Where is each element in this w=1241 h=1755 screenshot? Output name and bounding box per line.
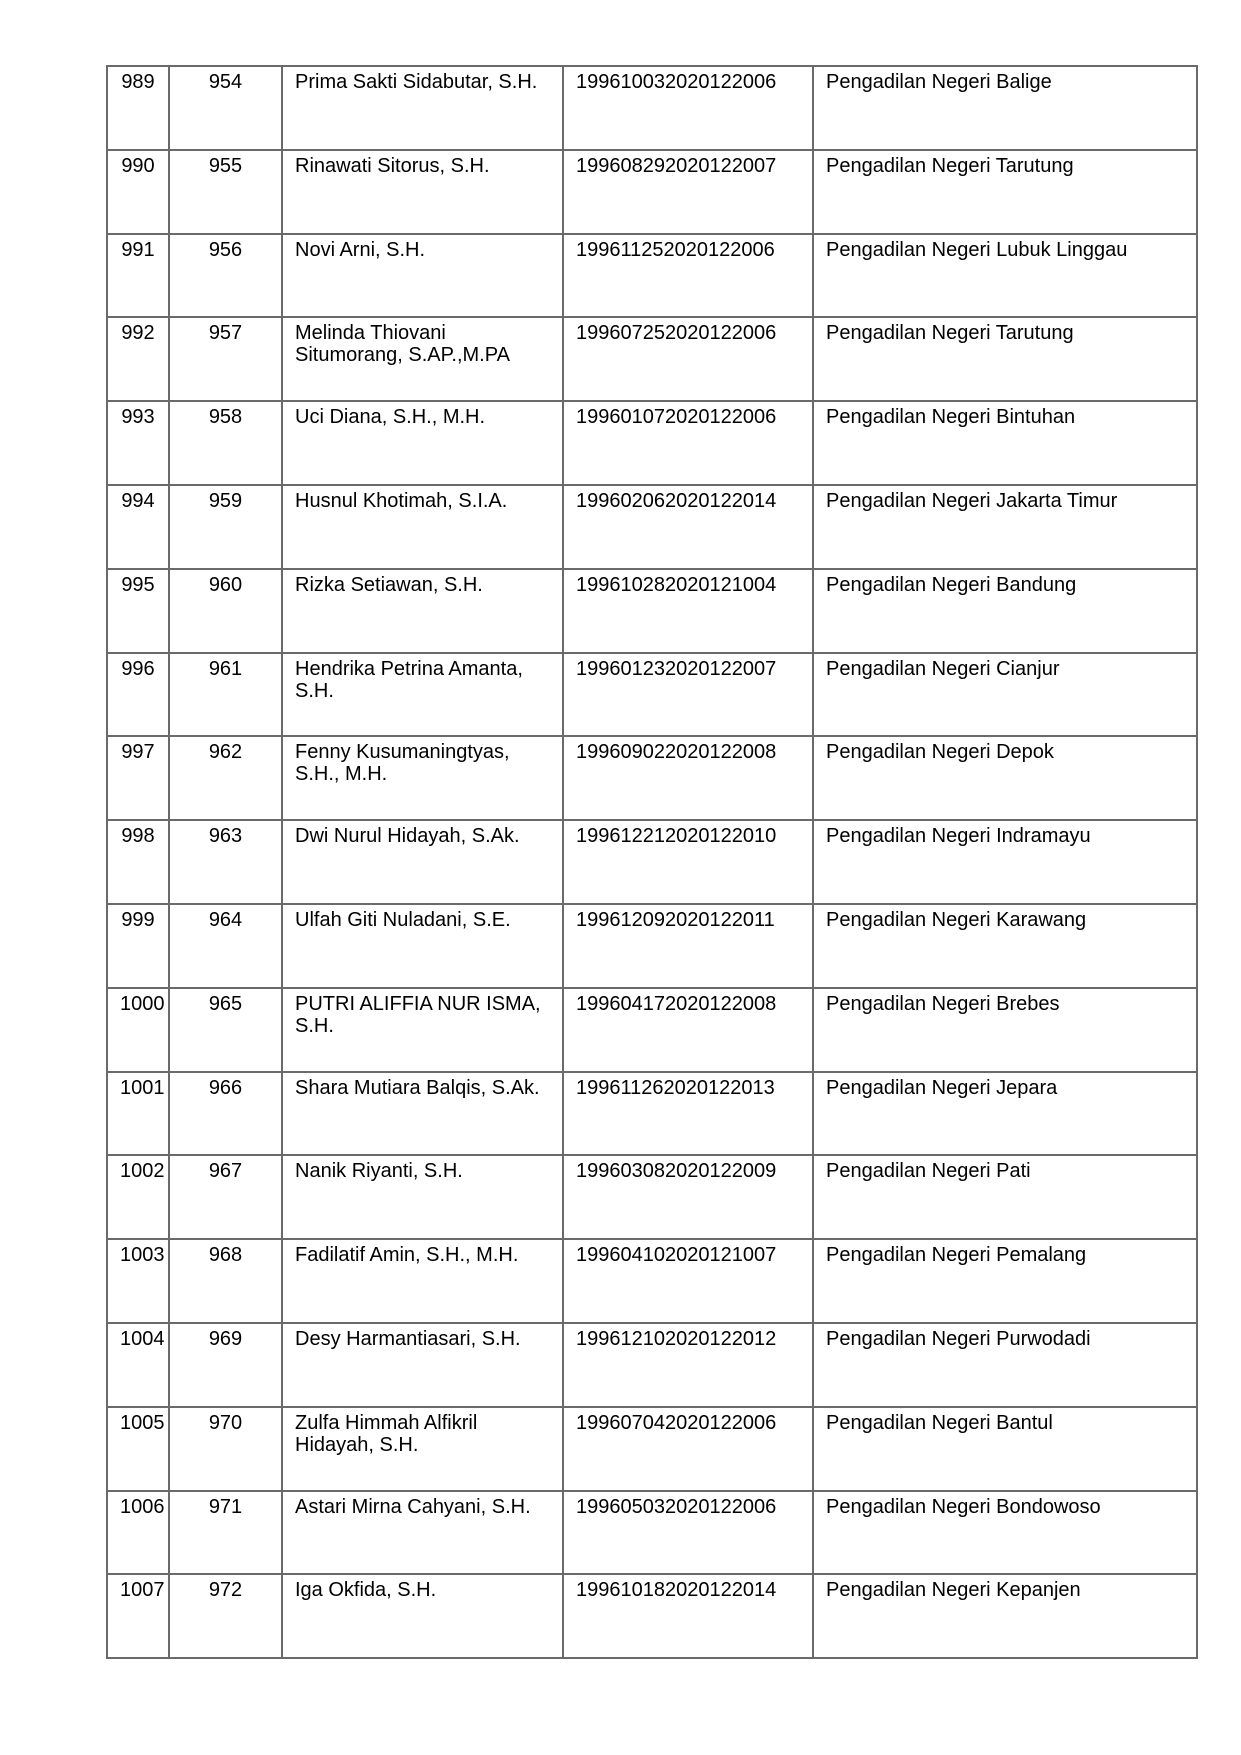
nip-cell: 199601072020122006: [563, 401, 813, 485]
table-row: [107, 1239, 1197, 1323]
nip-cell: 199612102020122012: [563, 1323, 813, 1407]
name-cell: Ulfah Giti Nuladani, S.E.: [282, 904, 563, 988]
nip-cell: 199605032020122006: [563, 1491, 813, 1575]
name-cell: Desy Harmantiasari, S.H.: [282, 1323, 563, 1407]
nip-cell: 199611262020122013: [563, 1072, 813, 1156]
court-unit-cell: Pengadilan Negeri Pemalang: [813, 1239, 1197, 1323]
sub-number-cell: 968: [169, 1239, 282, 1323]
name-cell: Dwi Nurul Hidayah, S.Ak.: [282, 820, 563, 904]
court-unit-cell: Pengadilan Negeri Pati: [813, 1155, 1197, 1239]
court-unit-cell: Pengadilan Negeri Tarutung: [813, 317, 1197, 401]
row-number-cell: 1004: [107, 1323, 169, 1407]
court-unit-cell: Pengadilan Negeri Depok: [813, 736, 1197, 820]
name-cell: Shara Mutiara Balqis, S.Ak.: [282, 1072, 563, 1156]
table-row: [107, 820, 1197, 904]
court-unit-cell: Pengadilan Negeri Indramayu: [813, 820, 1197, 904]
row-number-cell: 1006: [107, 1491, 169, 1575]
row-number-cell: 995: [107, 569, 169, 653]
court-unit-cell: Pengadilan Negeri Balige: [813, 66, 1197, 150]
row-number-cell: 1001: [107, 1072, 169, 1156]
row-number-cell: 990: [107, 150, 169, 234]
name-cell: Fenny Kusumaningtyas, S.H., M.H.: [282, 736, 563, 820]
sub-number-cell: 958: [169, 401, 282, 485]
table-row: [107, 653, 1197, 737]
court-unit-cell: Pengadilan Negeri Bintuhan: [813, 401, 1197, 485]
name-cell: Fadilatif Amin, S.H., M.H.: [282, 1239, 563, 1323]
court-unit-cell: Pengadilan Negeri Cianjur: [813, 653, 1197, 737]
sub-number-cell: 956: [169, 234, 282, 318]
table-row: [107, 904, 1197, 988]
row-number-cell: 1000: [107, 988, 169, 1072]
name-cell: Hendrika Petrina Amanta, S.H.: [282, 653, 563, 737]
row-number-cell: 992: [107, 317, 169, 401]
nip-cell: 199612092020122011: [563, 904, 813, 988]
name-cell: Nanik Riyanti, S.H.: [282, 1155, 563, 1239]
nip-cell: 199602062020122014: [563, 485, 813, 569]
sub-number-cell: 971: [169, 1491, 282, 1575]
name-cell: Uci Diana, S.H., M.H.: [282, 401, 563, 485]
table-row: [107, 736, 1197, 820]
table-row: [107, 569, 1197, 653]
sub-number-cell: 967: [169, 1155, 282, 1239]
table-row: [107, 1491, 1197, 1575]
sub-number-cell: 969: [169, 1323, 282, 1407]
name-cell: Zulfa Himmah Alfikril Hidayah, S.H.: [282, 1407, 563, 1491]
row-number-cell: 998: [107, 820, 169, 904]
row-number-cell: 991: [107, 234, 169, 318]
sub-number-cell: 966: [169, 1072, 282, 1156]
roster-table-body: [107, 66, 1197, 1658]
name-cell: Rizka Setiawan, S.H.: [282, 569, 563, 653]
row-number-cell: 994: [107, 485, 169, 569]
nip-cell: 199609022020122008: [563, 736, 813, 820]
court-unit-cell: Pengadilan Negeri Lubuk Linggau: [813, 234, 1197, 318]
sub-number-cell: 954: [169, 66, 282, 150]
table-row: [107, 485, 1197, 569]
nip-cell: 199604102020121007: [563, 1239, 813, 1323]
name-cell: PUTRI ALIFFIA NUR ISMA, S.H.: [282, 988, 563, 1072]
row-number-cell: 989: [107, 66, 169, 150]
court-unit-cell: Pengadilan Negeri Purwodadi: [813, 1323, 1197, 1407]
name-cell: Iga Okfida, S.H.: [282, 1574, 563, 1658]
nip-cell: 199612212020122010: [563, 820, 813, 904]
table-row: [107, 401, 1197, 485]
nip-cell: 199610032020122006: [563, 66, 813, 150]
court-unit-cell: Pengadilan Negeri Jepara: [813, 1072, 1197, 1156]
court-unit-cell: Pengadilan Negeri Brebes: [813, 988, 1197, 1072]
row-number-cell: 997: [107, 736, 169, 820]
nip-cell: 199608292020122007: [563, 150, 813, 234]
table-row: [107, 66, 1197, 150]
name-cell: Melinda Thiovani Situmorang, S.AP.,M.PA: [282, 317, 563, 401]
sub-number-cell: 962: [169, 736, 282, 820]
name-cell: Novi Arni, S.H.: [282, 234, 563, 318]
nip-cell: 199604172020122008: [563, 988, 813, 1072]
name-cell: Rinawati Sitorus, S.H.: [282, 150, 563, 234]
table-row: [107, 988, 1197, 1072]
row-number-cell: 999: [107, 904, 169, 988]
sub-number-cell: 970: [169, 1407, 282, 1491]
row-number-cell: 1003: [107, 1239, 169, 1323]
table-row: [107, 150, 1197, 234]
sub-number-cell: 957: [169, 317, 282, 401]
row-number-cell: 1005: [107, 1407, 169, 1491]
nip-cell: 199607042020122006: [563, 1407, 813, 1491]
court-unit-cell: Pengadilan Negeri Jakarta Timur: [813, 485, 1197, 569]
sub-number-cell: 960: [169, 569, 282, 653]
roster-table: [106, 65, 1198, 1659]
nip-cell: 199603082020122009: [563, 1155, 813, 1239]
table-row: [107, 317, 1197, 401]
name-cell: Husnul Khotimah, S.I.A.: [282, 485, 563, 569]
nip-cell: 199611252020122006: [563, 234, 813, 318]
court-unit-cell: Pengadilan Negeri Bantul: [813, 1407, 1197, 1491]
court-unit-cell: Pengadilan Negeri Kepanjen: [813, 1574, 1197, 1658]
nip-cell: 199601232020122007: [563, 653, 813, 737]
name-cell: Prima Sakti Sidabutar, S.H.: [282, 66, 563, 150]
court-unit-cell: Pengadilan Negeri Tarutung: [813, 150, 1197, 234]
row-number-cell: 1007: [107, 1574, 169, 1658]
table-row: [107, 1155, 1197, 1239]
table-row: [107, 234, 1197, 318]
sub-number-cell: 961: [169, 653, 282, 737]
row-number-cell: 996: [107, 653, 169, 737]
sub-number-cell: 972: [169, 1574, 282, 1658]
nip-cell: 199610282020121004: [563, 569, 813, 653]
sub-number-cell: 955: [169, 150, 282, 234]
row-number-cell: 993: [107, 401, 169, 485]
court-unit-cell: Pengadilan Negeri Bandung: [813, 569, 1197, 653]
table-row: [107, 1072, 1197, 1156]
nip-cell: 199607252020122006: [563, 317, 813, 401]
court-unit-cell: Pengadilan Negeri Karawang: [813, 904, 1197, 988]
sub-number-cell: 964: [169, 904, 282, 988]
sub-number-cell: 963: [169, 820, 282, 904]
sub-number-cell: 965: [169, 988, 282, 1072]
name-cell: Astari Mirna Cahyani, S.H.: [282, 1491, 563, 1575]
row-number-cell: 1002: [107, 1155, 169, 1239]
table-row: [107, 1407, 1197, 1491]
table-row: [107, 1574, 1197, 1658]
table-row: [107, 1323, 1197, 1407]
nip-cell: 199610182020122014: [563, 1574, 813, 1658]
court-unit-cell: Pengadilan Negeri Bondowoso: [813, 1491, 1197, 1575]
sub-number-cell: 959: [169, 485, 282, 569]
